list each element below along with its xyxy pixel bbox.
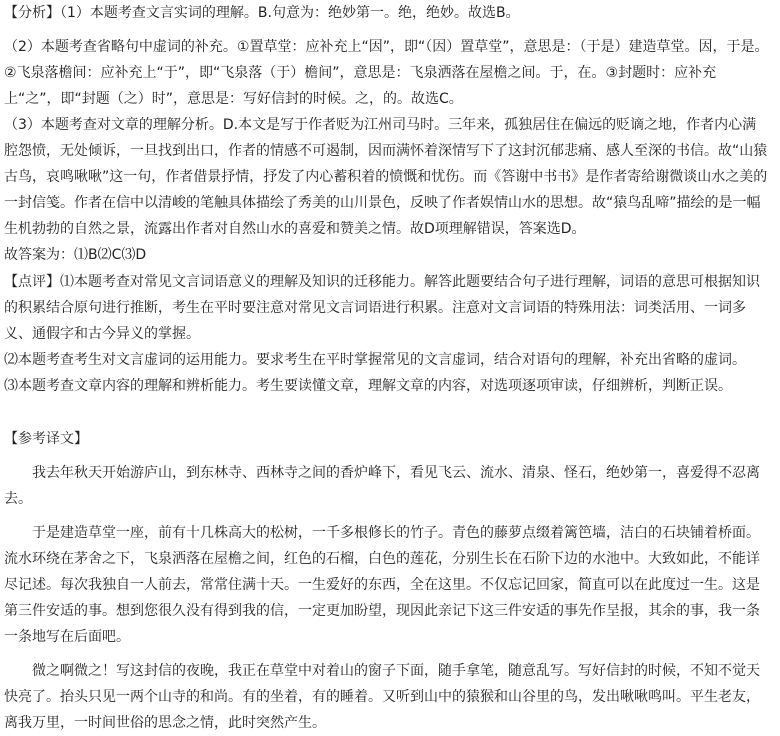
comment-section [4, 269, 770, 399]
translation-p3: 微之啊微之！写这封信的夜晚，我正在草堂中对着山的窗子下面，随手拿笔，随意乱写。写好信封的时候，不知不觉天快亮了。抬头只见一两个山寺的和尚。有的坐着，有的睡着。又听到山中的猿猴和山谷里的鸟，发出啾啾鸣叫。平生老友，离我万里，一时间世俗的思念之情，此时突然产生。 [4, 663, 760, 731]
analysis-answer: 故答案为：⑴B⑵C⑶D [4, 247, 147, 263]
comment-p1: 【点评】⑴本题考查对常见文言词语意义的理解及知识的迁移能力。解答此题要结合句子进行理解，词语的意思可根据知识的积累结合原句进行推断，考生在平时要注意对常见文言词语进行积累。注意对文言词语的特殊用法：词类活用、一词多义、通假字和古今异义的掌握。 [4, 274, 760, 342]
comment-p2: ⑵本题考查考生对文言虚词的运用能力。要求考生在平时掌握常见的文言虚词，结合对语句的理解，补充出省略的虚词。 [4, 352, 746, 368]
translation-p2: 于是建造草堂一座，前有十几株高大的松树，一千多根修长的竹子。青色的藤萝点缀着篱笆墙，洁白的石块铺着桥面。流水环绕在茅舍之下，飞泉洒落在屋檐之间，红色的石榴，白色的莲花，分别生长在石阶下边的水池中。大致如此，不能详尽记述。每次我独自一人前去，常常住满十天。一生爱好的东西，全在这里。不仅忘记回家，简直可以在此度过一生。这是第三件安适的事。想到您很久没有得到我的信，一定更加盼望，现因此亲记下这三件安适的事先作呈报，其余的事，我一条一条地写在后面吧。 [4, 525, 760, 645]
translation-p1: 我去年秋天开始游庐山，到东林寺、西林寺之间的香炉峰下，看见飞云、流水、清泉、怪石，绝妙第一，喜爱得不忍离去。 [4, 465, 760, 507]
translation-header: 【参考译文】 [4, 431, 88, 447]
analysis-p1: 【分析】（1）本题考查文言实词的理解。B.句意为：绝妙第一。绝，绝妙。故选B。 [4, 5, 520, 21]
analysis-section [4, 0, 770, 268]
analysis-p3: （3）本题考查对文章的理解分析。D.本文是写于作者贬为江州司马时。三年来，孤独居住在偏远的贬谪之地，作者内心满腔怨愤，无处倾诉，一旦找到出口，作者的情感不可遏制，因而满怀着深情写下了这封沉郁悲痛、感人至深的书信。故“山猿古鸟，哀鸣啾啾”这一句，作者借景抒情，抒发了内心蓄积着的愤慨和忧伤。而《答谢中书书》是作者寄给谢微谈山水之美的一封信笺。作者在信中以清峻的笔触具体描绘了秀美的山川景色，反映了作者娱情山水的思想。故“猿鸟乱啼”描绘的是一幅生机勃勃的自然之景，流露出作者对自然山水的喜爱和赞美之情。故D项理解错误，答案选D。 [4, 117, 768, 237]
translation-section [4, 426, 770, 736]
analysis-header: 【分析】 [4, 5, 60, 21]
analysis-p2: （2）本题考查省略句中虚词的补充。①置草堂：应补充上“因”，即“（因）置草堂”，意思是：（于是）建造草堂。因，于是。②飞泉落檐间：应补充上“于”，即“飞泉落（于）檐间”，意思是：飞泉洒落在屋檐之间。于，在。③封题时：应补充上“之”，即“封题（之）时”，意思是：写好信封的时候。之，的。故选C。 [4, 39, 769, 107]
comment-p3: ⑶本题考查文章内容的理解和辨析能力。考生要读懂文章，理解文章的内容，对选项逐项审读，仔细辨析，判断正误。 [4, 378, 732, 394]
